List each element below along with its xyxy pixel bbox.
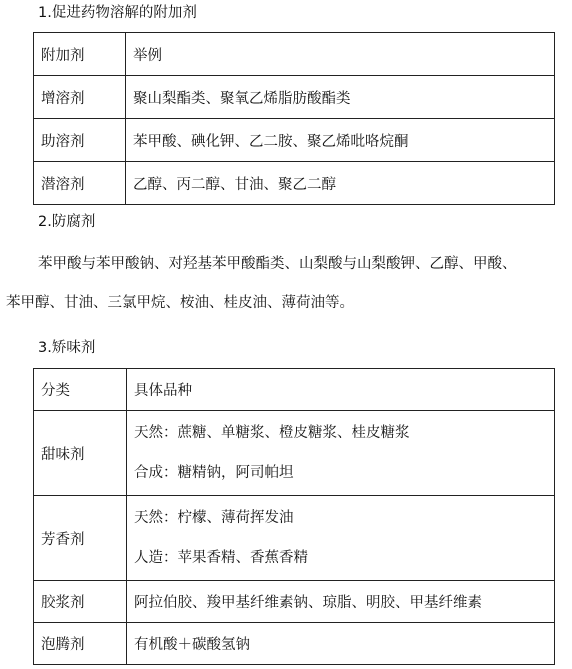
table-row [34,623,555,665]
table-cell: 阿拉伯胶、羧甲基纤维素钠、琼脂、明胶、甲基纤维素 [127,581,555,623]
table-cell: 芳香剂 [34,496,127,581]
table-cell: 泡腾剂 [34,623,127,665]
cell-line: 天然：蔗糖、单糖浆、橙皮糖浆、桂皮糖浆 [134,425,410,441]
table-row [34,119,555,162]
table-header-row [34,33,555,76]
table-row [34,162,555,205]
table-cell: 苯甲酸、碘化钾、乙二胺、聚乙烯吡咯烷酮 [126,119,555,162]
header-cell: 分类 [34,369,127,411]
header-cell: 具体品种 [127,369,555,411]
cell-line: 合成：糖精钠，阿司帕坦 [134,465,294,481]
cell-line: 人造：苹果香精、香蕉香精 [134,550,308,566]
flavoring-table [33,368,555,665]
section-heading-flavoring-agents: 3.矫味剂 [38,340,96,356]
table-cell: 助溶剂 [34,119,126,162]
table-cell: 乙醇、丙二醇、甘油、聚乙二醇 [126,162,555,205]
table-cell: 增溶剂 [34,76,126,119]
header-cell: 附加剂 [34,33,126,76]
header-cell: 举例 [126,33,555,76]
table-cell: 潜溶剂 [34,162,126,205]
table-cell [127,411,555,496]
table-cell [127,496,555,581]
paragraph-line: 苯甲酸与苯甲酸钠、对羟基苯甲酸酯类、山梨酸与山梨酸钾、乙醇、甲酸、 [38,256,517,272]
table-row [34,496,555,581]
section-heading-preservatives: 2.防腐剂 [38,214,96,230]
table-cell: 聚山梨酯类、聚氧乙烯脂肪酸酯类 [126,76,555,119]
table-cell: 胶浆剂 [34,581,127,623]
table-cell: 有机酸＋碳酸氢钠 [127,623,555,665]
table-row [34,411,555,496]
section-heading-solubilizers: 1.促进药物溶解的附加剂 [38,5,197,21]
table-row [34,581,555,623]
solubilizer-table [33,32,555,205]
cell-line: 天然：柠檬、薄荷挥发油 [134,510,294,526]
paragraph-line: 苯甲醇、甘油、三氯甲烷、桉油、桂皮油、薄荷油等。 [6,295,354,311]
table-row [34,76,555,119]
table-cell: 甜味剂 [34,411,127,496]
table-header-row [34,369,555,411]
